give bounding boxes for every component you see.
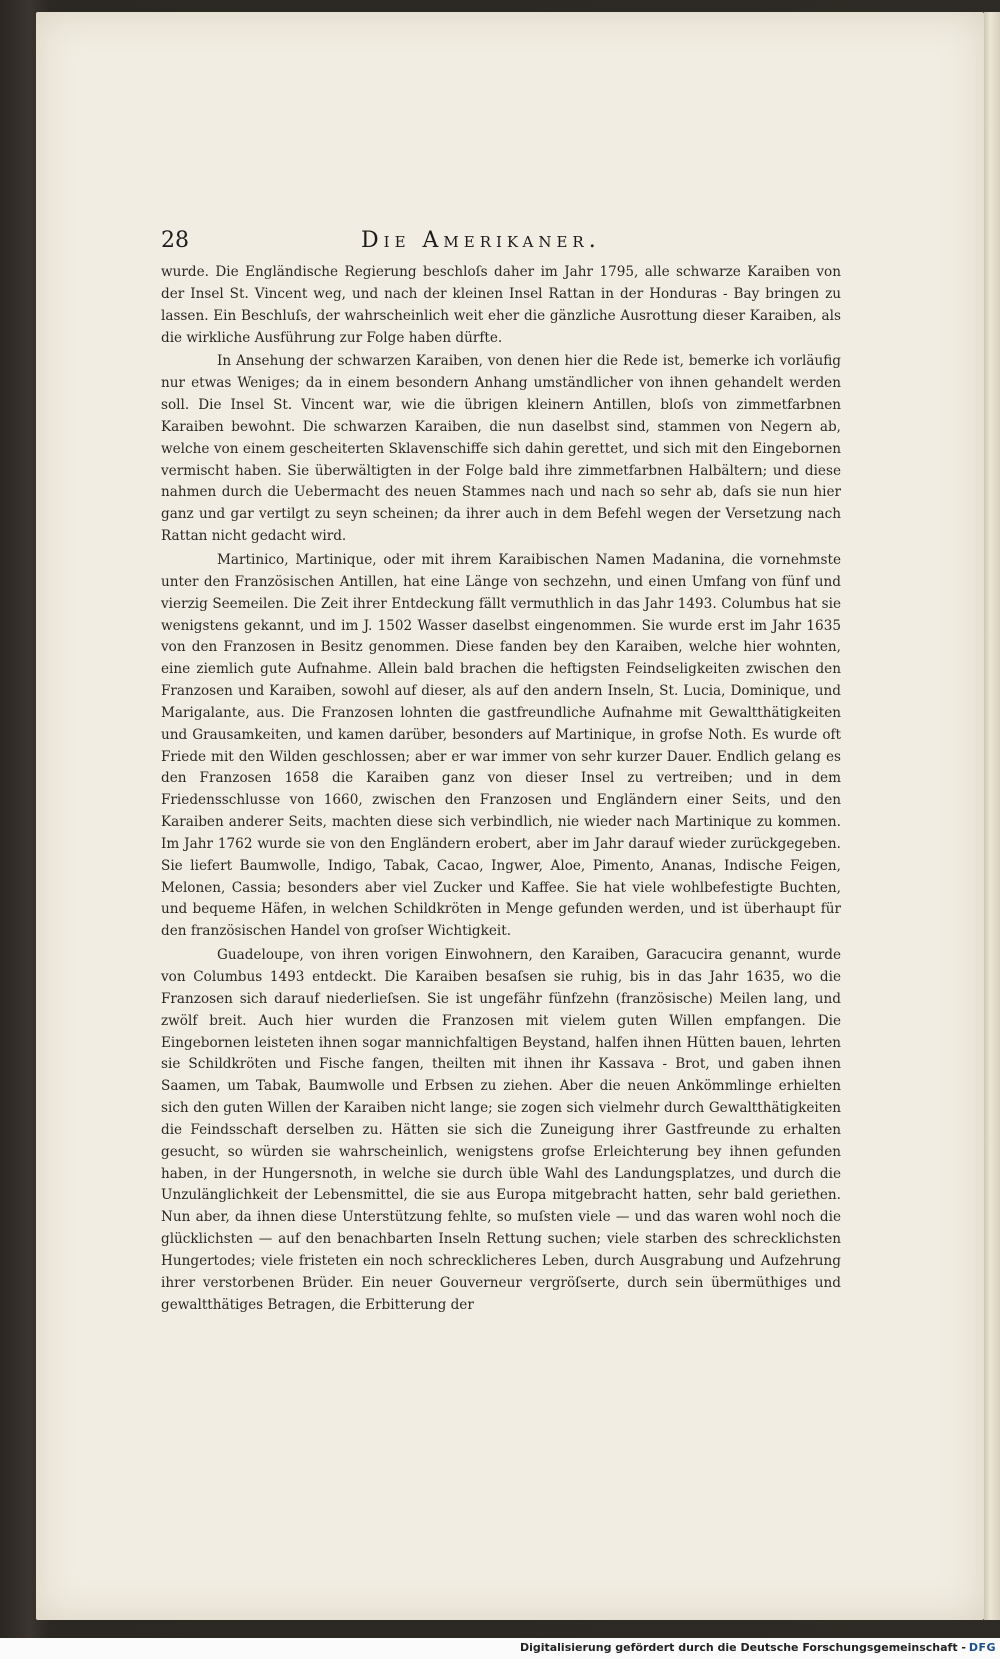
paragraph-3: Martinico, Martinique, oder mit ihrem Karaibischen Namen Madanina, die vornehmste unter den Französischen Antillen, hat eine Länge von sechzehn, und einen Umfang von fünf und vierzig Seemeilen. Die Zeit ihrer Entdeckung fällt vermuthlich in das Jahr 1493. Columbus hat sie wenigstens gekannt, und im J. 1502 Wasser daselbst eingenommen. Sie wurde erst im Jahr 1635 von den Franzosen in Besitz genommen. Diese fanden bey den Karaiben, welche hier wohnten, eine ziemlich gute Aufnahme. Allein bald brachen die heftigsten Feindseligkeiten zwischen den Franzosen und Karaiben, sowohl auf dieser, als auf den andern Inseln, St. Lucia, Dominique, und Marigalante, aus. Die Franzosen lohnten die gastfreundliche Aufnahme mit Gewaltthätigkeiten und Grausamkeiten, und kamen darüber, besonders auf Martinique, in grofse Noth. Es wurde oft Friede mit den Wilden geschlossen; aber er war immer von sehr kurzer Dauer. Endlich gelang es den Franzosen 1658 die Karaiben ganz von dieser Insel zu vertreiben; und in dem Friedensschlusse von 1660, zwischen den Franzosen und Engländern einer Seits, und den Karaiben anderer Seits, machten diese sich verbindlich, nie wieder nach Martinique zu kommen. Im Jahr 1762 wurde sie von den Engländern erobert, aber im Jahr darauf wieder zurückgegeben. Sie liefert Baumwolle, Indigo, Tabak, Cacao, Ingwer, Aloe, Pimento, Ananas, Indische Feigen, Melonen, Cassia; besonders aber viel Zucker und Kaffee. Sie hat viele wohlbefestigte Buchten, und bequeme Häfen, in welchen Schildkröten in Menge gefunden werden, und ist überhaupt für den französischen Handel von groſser Wichtigkeit. — [161, 551, 841, 940]
page-edge — [984, 12, 1000, 1620]
dfg-logo-icon: DFG — [968, 1641, 996, 1654]
page-header — [161, 228, 841, 260]
paragraph-4: Guadeloupe, von ihren vorigen Einwohnern, den Karaiben, Garacucira genannt, wurde von Columbus 1493 entdeckt. Die Karaiben besaſsen sie ruhig, bis in das Jahr 1635, wo die Franzosen sich darauf niederlieſsen. Sie ist ungefähr fünfzehn (französische) Meilen lang, und zwölf breit. Auch hier wurden die Franzosen mit vielem guten Willen empfangen. Die Eingebornen leisteten ihnen sogar mannichfaltigen Beystand, halfen ihnen Hütten bauen, lehrten sie Schildkröten und Fische fangen, theilten mit ihnen ihr Kassava - Brot, und gaben ihnen Saamen, um Tabak, Baumwolle und Erbsen zu ziehen. Aber die neuen Ankömmlinge erhielten sich den guten Willen der Karaiben nicht lange; sie zogen sich vielmehr durch Gewaltthätigkeiten die Feindsschaft derselben zu. Hätten sie sich die Zuneigung ihrer Gastfreunde zu erhalten gesucht, so würden sie wahrscheinlich, wenigstens grofse Erleichterung bey ihnen gefunden haben, in der Hungersnoth, in welche sie durch üble Wahl des Landungsplatzes, und durch die Unzulänglichkeit der Lebensmittel, die sie aus Europa mitgebracht hatten, sehr bald geriethen. Nun aber, da ihnen diese Unterstützung fehlte, so muſsten viele — und das waren wohl noch die glücklichsten — auf den benachbarten Inseln Rettung suchen; viele starben des schrecklichsten Hungertodes; viele fristeten ein noch schrecklicheres Leben, durch Ausgrabung und Aufzehrung ihrer verstorbenen Brüder. Ein neuer Gouverneur vergröſserte, durch sein übermüthiges und gewaltthätiges Betragen, die Erbitterung der — [161, 947, 841, 1313]
page-number: 28 — [161, 228, 189, 253]
running-title: Die Amerikaner. — [361, 228, 601, 253]
paragraph-1: wurde. Die Engländische Regierung beschloſs daher im Jahr 1795, alle schwarze Karaiben von der Insel St. Vincent weg, und nach der kleinen Insel Rattan in der Honduras - Bay bringen zu lassen. Ein Beschluſs, der wahrscheinlich weit eher die gänzliche Ausrottung dieser Karaiben, als die wirkliche Ausführung zur Folge haben dürfte. — [161, 264, 841, 346]
funding-credit: Digitalisierung gefördert durch die Deutsche Forschungsgemeinschaft - — [519, 1641, 966, 1654]
paragraph-2: In Ansehung der schwarzen Karaiben, von denen hier die Rede ist, bemerke ich vorläufig nur etwas Weniges; da in einem besondern Anhang umständlicher von ihnen gehandelt werden soll. Die Insel St. Vincent war, wie die übrigen kleinern Antillen, bloſs von zimmetfarbnen Karaiben bewohnt. Die schwarzen Karaiben, die nun daselbst sind, stammen von Negern ab, welche von einem gescheiterten Sklavenschiffe sich dahin gerettet, und sich mit den Eingebornen vermischt haben. Sie überwältigten in der Folge bald ihre zimmetfarbnen Halbältern; und diese nahmen durch die Uebermacht des neuen Stammes nach und nach so sehr ab, daſs sie nun hier ganz und gar vertilgt zu seyn scheinen; da ihrer auch in dem Befehl wegen der Versetzung nach Rattan nicht gedacht wird. — [161, 353, 841, 545]
body-text — [161, 262, 841, 1319]
